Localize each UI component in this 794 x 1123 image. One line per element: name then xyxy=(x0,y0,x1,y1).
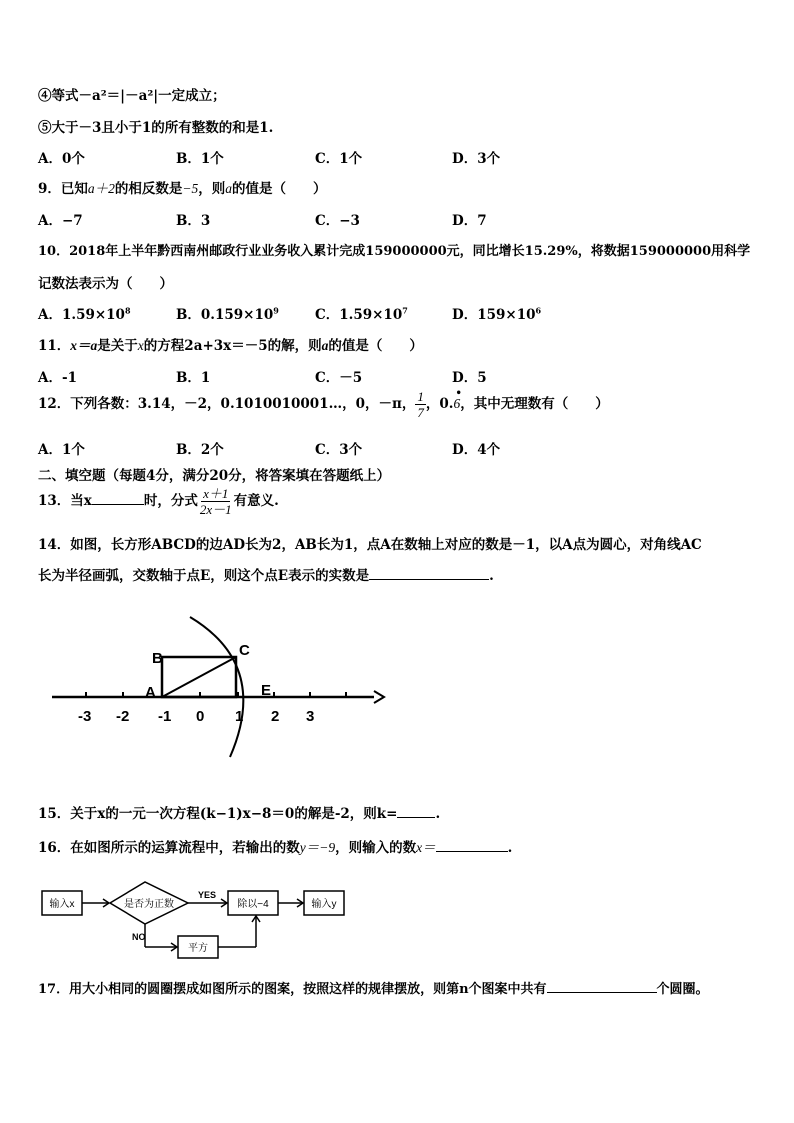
tick-label: 0 xyxy=(196,708,205,725)
q8-option-a[interactable]: A．0个 xyxy=(38,151,85,167)
q12-fraction: $\frac{1}{7}$ xyxy=(417,389,424,420)
output-label: 输入y xyxy=(311,899,337,910)
q11-stem: 11．x＝a是关于x的方程2a+3x＝－5的解，则a的值是（ ） xyxy=(38,338,423,354)
q8-item5: ⑤大于－3且小于1的所有整数的和是1. xyxy=(38,120,274,136)
q10-option-b[interactable]: B．$0.159\times 10^9$ xyxy=(176,305,279,323)
q11-option-b[interactable]: B．1 xyxy=(176,370,211,386)
q8-item4: ④等式－a²＝|－a²|一定成立； xyxy=(38,88,226,104)
q12-option-d[interactable]: D．4个 xyxy=(452,442,501,458)
repeating-decimal: • 6 xyxy=(453,388,462,411)
q12-stem: 12．下列各数：3.14，－2，0.1010010001…，0，－π， $\frac{1}{7}$ ，0. • 6，其中无理数有（ ） xyxy=(38,388,609,420)
point-label-e: E xyxy=(261,682,272,699)
q17-answer-blank[interactable] xyxy=(547,980,657,993)
q9-stem: 9．已知a＋2的相反数是−5，则a的值是（ ） xyxy=(38,181,327,197)
q9-option-c[interactable]: C．−3 xyxy=(315,213,360,229)
q13-stem: 13．当x 时，分式 $\frac{x+1}{2x-1}$ 有意义. xyxy=(38,486,279,517)
q11-option-a[interactable]: A．-1 xyxy=(38,370,77,386)
section-heading: 二、填空题（每题4分，满分20分，将答案填在答题纸上） xyxy=(38,468,391,484)
input-label: 输入x xyxy=(49,899,75,910)
square-label: 平方 xyxy=(188,943,208,954)
yes-label: YES xyxy=(198,890,217,900)
tick-label: 1 xyxy=(235,708,244,725)
q14-answer-blank[interactable] xyxy=(369,567,489,580)
no-label: NO xyxy=(132,932,146,942)
q16-answer-blank[interactable] xyxy=(436,839,508,852)
q11-option-c[interactable]: C．－5 xyxy=(315,370,363,386)
q16-stem: 16．在如图所示的运算流程中，若输出的数y＝−9，则输入的数x＝ . xyxy=(38,840,513,856)
tick-label: -2 xyxy=(116,708,130,725)
q9-option-a[interactable]: A．−7 xyxy=(38,213,83,229)
tick-label: -3 xyxy=(78,708,92,725)
q9-option-b[interactable]: B．3 xyxy=(176,213,211,229)
diagonal-ac xyxy=(162,657,236,697)
point-label-b: B xyxy=(152,650,163,667)
number-line-figure xyxy=(40,605,390,770)
tick-label: 3 xyxy=(306,708,315,725)
q13-fraction: $\frac{x+1}{2x-1}$ xyxy=(199,486,232,517)
q15-stem: 15．关于x的一元一次方程(k−1)x−8＝0的解是-2，则k= . xyxy=(38,806,441,822)
q15-answer-blank[interactable] xyxy=(397,805,435,818)
q8-option-d[interactable]: D．3个 xyxy=(452,151,501,167)
point-label-c: C xyxy=(239,642,250,659)
q10-line2: 记数法表示为（ ） xyxy=(38,276,173,292)
point-label-a: A xyxy=(145,684,156,701)
repeat-dot-icon: • xyxy=(455,388,462,399)
q8-option-c[interactable]: C．1个 xyxy=(315,151,363,167)
divide-label: 除以−4 xyxy=(237,899,269,910)
q10-option-a[interactable]: A．$1.59\times 10^8$ xyxy=(38,305,131,323)
q8-option-b[interactable]: B．1个 xyxy=(176,151,224,167)
q10-line1: 10．2018年上半年黔西南州邮政行业业务收入累计完成159000000元，同比增长15.29%，将数据159000000用科学 xyxy=(38,244,751,259)
q14-line2: 长为半径画弧，交数轴于点E，则这个点E表示的实数是 . xyxy=(38,568,494,584)
tick-label: -1 xyxy=(158,708,172,725)
axis-arrow-icon xyxy=(374,691,384,703)
decision-label: 是否为正数 xyxy=(124,899,174,910)
tick-label: 2 xyxy=(271,708,280,725)
q11-option-d[interactable]: D．5 xyxy=(452,370,487,386)
q10-option-c[interactable]: C．$1.59\times 10^7$ xyxy=(315,305,408,323)
q12-option-a[interactable]: A．1个 xyxy=(38,442,85,458)
q17-stem: 17．用大小相同的圆圈摆成如图所示的图案，按照这样的规律摆放，则第n个图案中共有 个圆圈。 xyxy=(38,982,709,997)
q12-option-c[interactable]: C．3个 xyxy=(315,442,363,458)
q14-line1: 14．如图，长方形ABCD的边AD长为2，AB长为1，点A在数轴上对应的数是－1，以A点为圆心，对角线AC xyxy=(38,537,702,553)
q12-option-b[interactable]: B．2个 xyxy=(176,442,224,458)
q13-answer-blank[interactable] xyxy=(92,492,144,505)
q10-option-d[interactable]: D．$159\times 10^6$ xyxy=(452,305,542,323)
q9-option-d[interactable]: D．7 xyxy=(452,213,487,229)
flowchart xyxy=(40,878,350,960)
